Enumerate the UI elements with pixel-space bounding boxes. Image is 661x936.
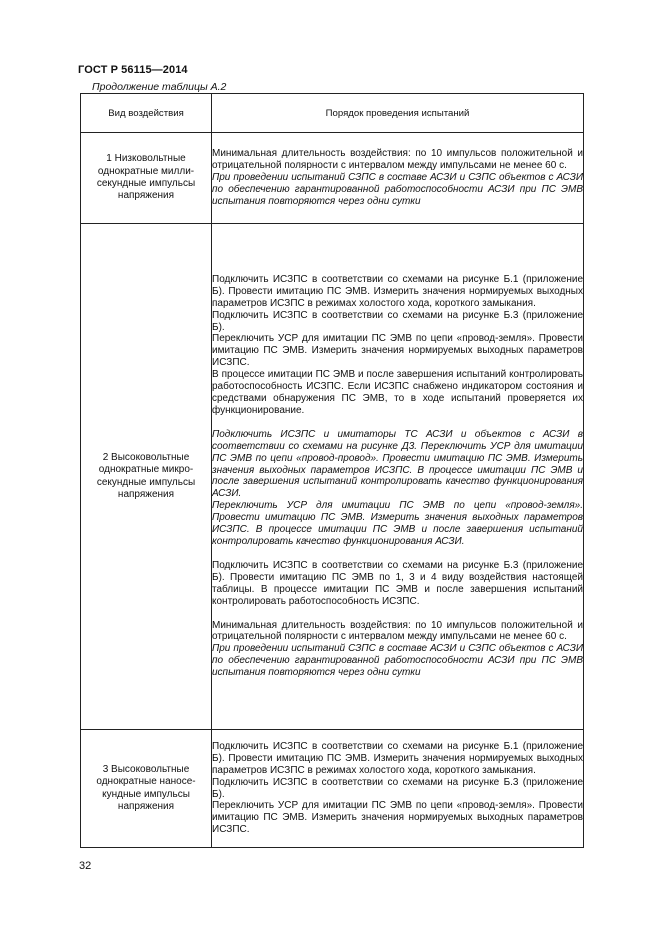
procedure-paragraph: Подключить ИСЗПС в соответствии со схемами на рисунке Б.3 (приложение Б). [212,776,583,800]
impact-type-line: секундные импульсы [96,476,196,488]
document-header: ГОСТ Р 56115—2014 [78,64,188,76]
procedure-paragraph: Подключить ИСЗПС в соответствии со схемами на рисунке Б.3 (приложение Б). [212,309,583,333]
impact-type-line: напряжения [117,800,175,812]
procedure-paragraph: Переключить УСР для имитации ПС ЭМВ по цепи «провод-земля». Провести имитацию ПС ЭМВ. Измерить значения выходных параметров ИСЗПС. В процессе имитации ПС ЭМВ и после завершения испытаний контролировать качество функционирования АСЗИ. [212,500,583,547]
impact-type-line: 2 Высоковольтные [102,451,190,463]
procedure-cell [212,730,584,848]
column-header-kind: Вид воздействия [81,94,212,133]
procedure-paragraph: Минимальная длительность воздействия: по 10 импульсов положительной и отрицательной полярности с интервалом между импульсами не менее 60 с. [212,148,583,172]
procedure-paragraph: При проведении испытаний СЗПС в составе АСЗИ и СЗПС объектов с АСЗИ по обеспечению гарантированной работоспособности АСЗИ при ПС ЭМВ испытания повторяются через одни сутки [212,643,583,679]
table-continuation-label: Продолжение таблицы А.2 [92,81,227,93]
test-procedures-table [80,93,584,848]
procedure-paragraph: Переключить УСР для имитации ПС ЭМВ по цепи «провод-земля». Провести имитацию ПС ЭМВ. Измерить значения нормируемых выходных параметров ИСЗПС. [212,800,583,836]
procedure-paragraph: При проведении испытаний СЗПС в составе АСЗИ и СЗПС объектов с АСЗИ по обеспечению гарантированной работоспособности АСЗИ при ПС ЭМВ испытания повторяются через одни сутки [212,172,583,207]
impact-type-cell [81,133,212,224]
table-row [81,730,584,848]
procedure-paragraph: Подключить ИСЗПС в соответствии со схемами на рисунке Б.1 (приложение Б). Провести имитацию ПС ЭМВ. Измерить значения нормируемых выходных параметров ИСЗПС в режимах холостого хода, короткого замыкания. [212,740,583,776]
procedure-paragraph: В процессе имитации ПС ЭМВ и после завершения испытаний контролировать работоспособность ИСЗПС. Если ИСЗПС снабжено индикатором состояния и средствами обнаружения ПС ЭМВ, то в ходе испытаний проверяется их функционирование. [212,369,583,416]
table-row [81,224,584,730]
table-row [81,133,584,224]
impact-type-line: секундные импульсы [96,178,196,189]
impact-type-line: однократные микро- [98,464,194,476]
procedure-paragraph: Подключить ИСЗПС в соответствии со схемами на рисунке Б.3 (приложение Б). Провести имитацию ПС ЭМВ по 1, 3 и 4 виду воздействия настоящей таблицы. В процессе имитации ПС ЭМВ и после завершения испытаний контролировать работоспособность ИСЗПС. [212,559,583,607]
procedure-paragraph: Переключить УСР для имитации ПС ЭМВ по цепи «провод-земля». Провести имитацию ПС ЭМВ. Измерить значения нормируемых выходных параметров ИСЗПС. [212,333,583,369]
page-number: 32 [79,860,92,872]
impact-type-line: 1 Низковольтные [106,153,186,165]
impact-type-line: однократные наносе- [96,776,196,788]
procedure-cell [212,224,584,730]
table-header-row [81,94,584,133]
impact-type-line: напряжения [117,488,175,500]
impact-type-cell [81,730,212,848]
impact-type-line: 3 Высоковольтные [102,763,190,775]
column-header-procedure: Порядок проведения испытаний [212,94,584,133]
impact-type-line: кундные импульсы [102,788,190,800]
impact-type-cell [81,224,212,730]
procedure-cell [212,133,584,224]
table-body [81,133,584,848]
procedure-paragraph: Подключить ИСЗПС в соответствии со схемами на рисунке Б.1 (приложение Б). Провести имитацию ПС ЭМВ. Измерить значения нормируемых выходных параметров ИСЗПС в режимах холостого хода, короткого замыкания. [212,273,583,309]
impact-type-line: напряжения [117,190,175,202]
procedure-paragraph: Подключить ИСЗПС и имитаторы ТС АСЗИ и объектов с АСЗИ в соответствии со схемами на рисунке Д3. Переключить УСР для имитации ПС ЭМВ по цепи «провод-провод». Провести имитацию ПС ЭМВ. Измерить значения выходных параметров ИСЗПС. В процессе имитации ПС ЭМВ и после завершения испытаний контролировать качество функционирования АСЗИ. [212,428,583,500]
procedure-paragraph: Минимальная длительность воздействия: по 10 импульсов положительной и отрицательной полярности с интервалом между импульсами не менее 60 с. [212,619,583,643]
impact-type-line: однократные милли- [97,165,195,177]
